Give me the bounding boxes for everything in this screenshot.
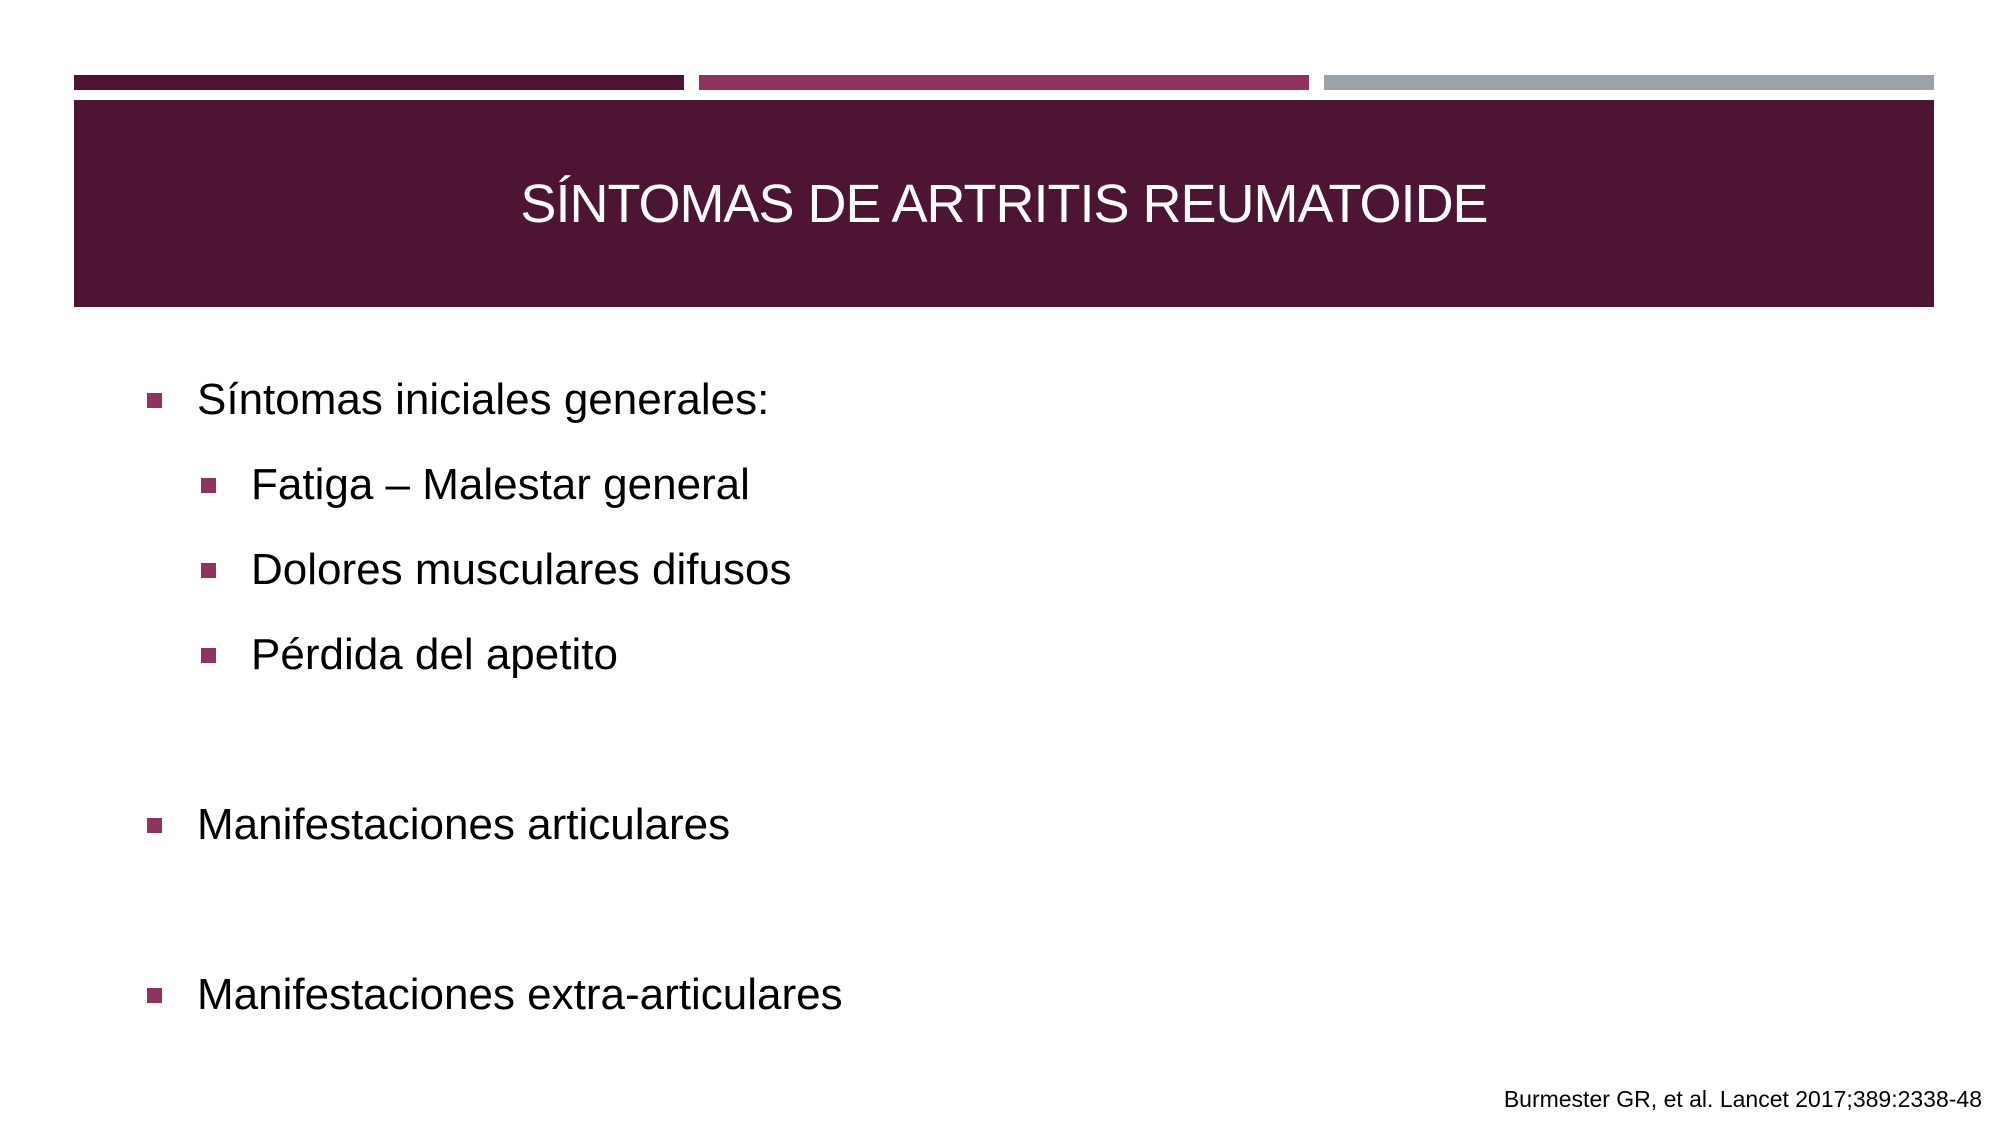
square-bullet-icon xyxy=(201,563,216,578)
bullet-text: Manifestaciones extra-articulares xyxy=(197,970,843,1019)
sub-bullet-text: Dolores musculares difusos xyxy=(251,545,792,594)
square-bullet-icon xyxy=(147,393,162,408)
square-bullet-icon xyxy=(201,648,216,663)
citation: Burmester GR, et al. Lancet 2017;389:2338-48 xyxy=(1503,1086,1982,1112)
bullet-item xyxy=(147,970,843,1019)
accent-bar-gray xyxy=(1324,75,1934,90)
bullet-item xyxy=(147,375,770,424)
slide-title: SÍNTOMAS DE ARTRITIS REUMATOIDE xyxy=(520,173,1488,234)
accent-bar-dark xyxy=(74,75,684,90)
square-bullet-icon xyxy=(201,478,216,493)
square-bullet-icon xyxy=(147,988,162,1003)
square-bullet-icon xyxy=(147,818,162,833)
sub-bullet-item xyxy=(201,630,618,679)
sub-bullet-text: Fatiga – Malestar general xyxy=(251,460,750,509)
bullet-text: Síntomas iniciales generales: xyxy=(197,375,770,424)
sub-bullet-text: Pérdida del apetito xyxy=(251,630,618,679)
title-banner xyxy=(74,100,1934,307)
sub-bullet-item xyxy=(201,545,792,594)
sub-bullet-item xyxy=(201,460,750,509)
bullet-item xyxy=(147,800,731,849)
bullet-text: Manifestaciones articulares xyxy=(197,800,731,849)
accent-bar-magenta xyxy=(699,75,1309,90)
